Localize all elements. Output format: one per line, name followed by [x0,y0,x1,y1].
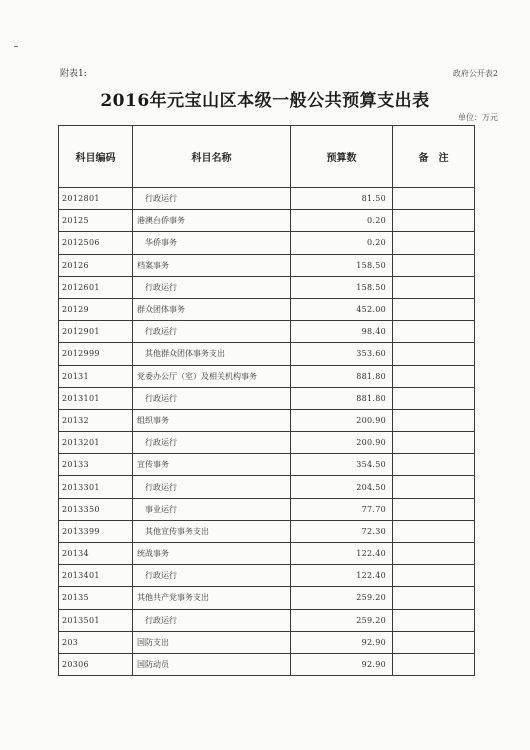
name-cell: 群众团体事务 [133,298,291,320]
note-cell [393,343,475,365]
amount-cell: 98.40 [291,321,393,343]
amount-cell: 881.80 [291,387,393,409]
name-cell: 其他宣传事务支出 [133,520,291,542]
amount-cell: 92.90 [291,631,393,653]
code-cell: 203 [59,631,133,653]
code-cell: 2013101 [59,387,133,409]
amount-cell: 200.90 [291,409,393,431]
code-cell: 20135 [59,587,133,609]
table-row [59,387,475,409]
column-header-code: 科目编码 [59,126,133,188]
amount-cell: 0.20 [291,210,393,232]
table-row [59,432,475,454]
name-cell: 行政运行 [133,476,291,498]
name-cell: 行政运行 [133,565,291,587]
note-cell [393,543,475,565]
budget-table [58,125,475,676]
column-header-name: 科目名称 [133,126,291,188]
amount-cell: 0.20 [291,232,393,254]
document-tag: 政府公开表2 [452,69,498,78]
column-header-note: 备 注 [393,126,475,188]
table-row [59,298,475,320]
table-row [59,454,475,476]
code-cell: 2013401 [59,565,133,587]
name-cell: 行政运行 [133,188,291,210]
code-cell: 2013201 [59,432,133,454]
table-row [59,498,475,520]
table-row [59,210,475,232]
name-cell: 行政运行 [133,609,291,631]
name-cell: 其他共产党事务支出 [133,587,291,609]
note-cell [393,653,475,675]
table-row [59,565,475,587]
table-row [59,232,475,254]
column-header-amount: 预算数 [291,126,393,188]
annex-label: 附表1: [60,69,87,79]
amount-cell: 158.50 [291,276,393,298]
note-cell [393,565,475,587]
table-row [59,476,475,498]
note-cell [393,188,475,210]
note-cell [393,454,475,476]
amount-cell: 122.40 [291,565,393,587]
amount-cell: 452.00 [291,298,393,320]
table-row [59,409,475,431]
note-cell [393,232,475,254]
table-row [59,276,475,298]
note-cell [393,276,475,298]
code-cell: 2013501 [59,609,133,631]
code-cell: 20306 [59,653,133,675]
note-cell [393,476,475,498]
amount-cell: 354.50 [291,454,393,476]
name-cell: 组织事务 [133,409,291,431]
amount-cell: 122.40 [291,543,393,565]
amount-cell: 200.90 [291,432,393,454]
note-cell [393,520,475,542]
code-cell: 2012506 [59,232,133,254]
note-cell [393,432,475,454]
table-row [59,365,475,387]
name-cell: 事业运行 [133,498,291,520]
code-cell: 20126 [59,254,133,276]
scan-mark [14,46,18,47]
table-row [59,321,475,343]
amount-cell: 259.20 [291,587,393,609]
table-header-row [59,126,475,188]
code-cell: 20133 [59,454,133,476]
amount-cell: 77.70 [291,498,393,520]
code-cell: 2013350 [59,498,133,520]
amount-cell: 81.50 [291,188,393,210]
name-cell: 宣传事务 [133,454,291,476]
table-row [59,609,475,631]
table-row [59,520,475,542]
name-cell: 国防支出 [133,631,291,653]
note-cell [393,587,475,609]
note-cell [393,631,475,653]
code-cell: 2012901 [59,321,133,343]
unit-label: 单位：万元 [458,113,498,122]
code-cell: 2012801 [59,188,133,210]
amount-cell: 204.50 [291,476,393,498]
amount-cell: 158.50 [291,254,393,276]
name-cell: 华侨事务 [133,232,291,254]
table-row [59,653,475,675]
name-cell: 行政运行 [133,276,291,298]
code-cell: 20129 [59,298,133,320]
page-title: 2016年元宝山区本级一般公共预算支出表 [100,91,430,111]
code-cell: 20132 [59,409,133,431]
table-row [59,254,475,276]
table-row [59,543,475,565]
table-row [59,587,475,609]
note-cell [393,387,475,409]
amount-cell: 259.20 [291,609,393,631]
note-cell [393,298,475,320]
table-row [59,631,475,653]
code-cell: 20134 [59,543,133,565]
amount-cell: 72.30 [291,520,393,542]
table-row [59,188,475,210]
name-cell: 党委办公厅（室）及相关机构事务 [133,365,291,387]
note-cell [393,498,475,520]
code-cell: 2013301 [59,476,133,498]
amount-cell: 353.60 [291,343,393,365]
note-cell [393,254,475,276]
name-cell: 档案事务 [133,254,291,276]
code-cell: 20125 [59,210,133,232]
code-cell: 2012601 [59,276,133,298]
name-cell: 行政运行 [133,387,291,409]
name-cell: 行政运行 [133,432,291,454]
code-cell: 2013399 [59,520,133,542]
amount-cell: 881.80 [291,365,393,387]
note-cell [393,409,475,431]
note-cell [393,609,475,631]
table-row [59,343,475,365]
code-cell: 2012999 [59,343,133,365]
code-cell: 20131 [59,365,133,387]
note-cell [393,210,475,232]
name-cell: 国防动员 [133,653,291,675]
note-cell [393,321,475,343]
name-cell: 港澳台侨事务 [133,210,291,232]
name-cell: 其他群众团体事务支出 [133,343,291,365]
name-cell: 行政运行 [133,321,291,343]
note-cell [393,365,475,387]
amount-cell: 92.90 [291,653,393,675]
name-cell: 统战事务 [133,543,291,565]
